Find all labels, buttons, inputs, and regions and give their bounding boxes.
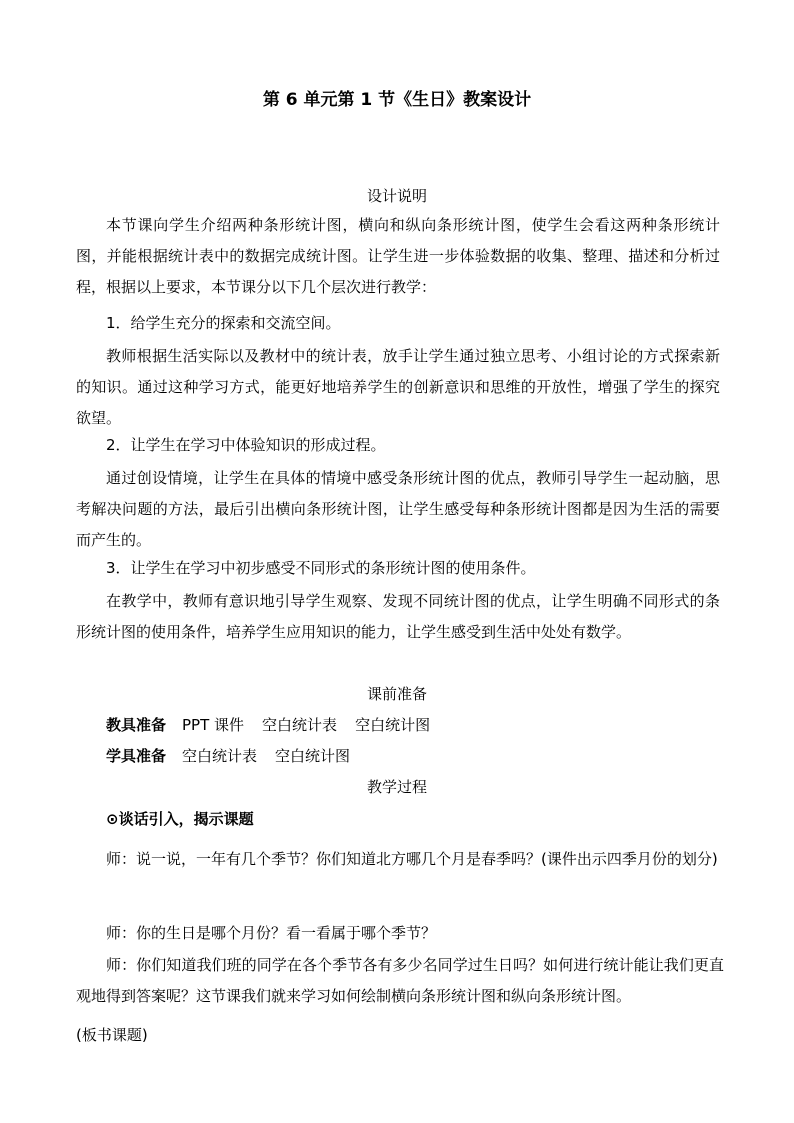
document-title: 第 6 单元第 1 节《生日》教案设计 xyxy=(262,90,532,110)
point-1-body: 教师根据生活实际以及教材中的统计表，放手让学生通过独立思考、小组讨论的方式探索新的知识。通过这种学习方式，能更好地培养学生的创新意识和思维的开放性，增强了学生的探究欲望。 xyxy=(76,347,720,427)
design-intro-paragraph: 本节课向学生介绍两种条形统计图，横向和纵向条形统计图，使学生会看这两种条形统计图，并能根据统计表中的数据完成统计图。让学生进一步体验数据的收集、整理、描述和分析过程，根据以上要求，本节课分以下几个层次进行教学： xyxy=(76,216,720,296)
prep-section-heading: 课前准备 xyxy=(366,685,427,703)
teacher-prep-label: 教具准备 xyxy=(106,716,167,734)
process-section-heading: 教学过程 xyxy=(366,778,427,796)
point-3-body: 在教学中，教师有意识地引导学生观察、发现不同统计图的优点，让学生明确不同形式的条形统计图的使用条件，培养学生应用知识的能力，让学生感受到生活中处处有数学。 xyxy=(76,592,720,641)
teacher-prep-item: PPT 课件 xyxy=(182,716,245,734)
student-prep-row xyxy=(106,745,350,767)
teacher-prep-item: 空白统计表 xyxy=(262,716,338,734)
dialog-3: 师：你们知道我们班的同学在各个季节各有多少名同学过生日吗？如何进行统计能让我们更直观地得到答案呢？这节课我们就来学习如何绘制横向条形统计图和纵向条形统计图。 xyxy=(76,956,724,1005)
point-1-title: 1．给学生充分的探索和交流空间。 xyxy=(106,314,341,332)
point-2-body: 通过创设情境，让学生在具体的情境中感受条形统计图的优点，教师引导学生一起动脑，思考解决问题的方法，最后引出横向条形统计图，让学生感受每种条形统计图都是因为生活的需要而产生的。 xyxy=(76,469,720,549)
teacher-prep-item: 空白统计图 xyxy=(355,716,431,734)
step-1-title: ⊙谈话引入，揭示课题 xyxy=(106,810,254,828)
point-2-title: 2．让学生在学习中体验知识的形成过程。 xyxy=(106,436,386,454)
design-section-heading: 设计说明 xyxy=(366,187,427,205)
dialog-1: 师：说一说，一年有几个季节？你们知道北方哪几个月是春季吗？(课件出示四季月份的划分) xyxy=(106,850,718,868)
student-prep-item: 空白统计表 xyxy=(182,747,258,765)
teacher-prep-row xyxy=(106,714,430,736)
student-prep-item: 空白统计图 xyxy=(275,747,351,765)
point-3-title: 3．让学生在学习中初步感受不同形式的条形统计图的使用条件。 xyxy=(106,559,536,577)
board-note: (板书课题) xyxy=(76,1026,148,1044)
student-prep-label: 学具准备 xyxy=(106,747,167,765)
dialog-2: 师：你的生日是哪个月份？看一看属于哪个季节？ xyxy=(106,924,437,942)
